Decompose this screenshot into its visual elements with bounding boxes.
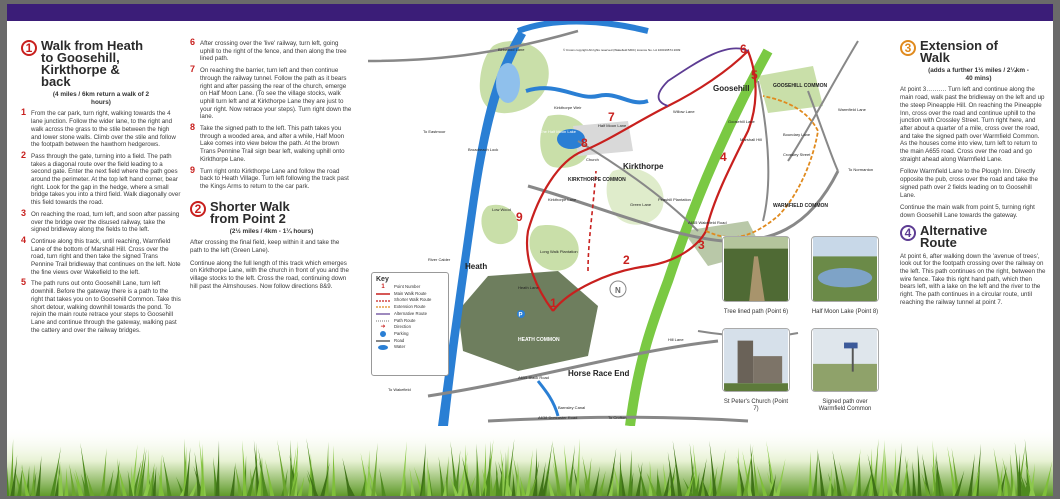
- key-item: [376, 284, 444, 291]
- step-text: Pass through the gate, turning into a field. The path takes a diagonal route over the field leading to a second gate. Enter the next field where the path goes around the perimeter. At the top left hand corner, bear right. Look for the gap in the hedge, where a small bridge takes you into a third field. Walk diagonally over this field towards the road.: [31, 152, 181, 207]
- key-item: [376, 331, 444, 338]
- main-walk-subtitle: (4 miles / 6km return a walk of 2 hours): [52, 91, 150, 106]
- alternative-heading: [900, 222, 1047, 250]
- step-number: 3: [21, 207, 27, 218]
- tree-lined-photo-image: [722, 236, 790, 302]
- label-heath: Heath: [465, 262, 488, 271]
- main-walk-title: Walk from Heath to Goosehill, Kirkthorpe & back: [41, 38, 144, 89]
- map-key: [371, 272, 449, 376]
- key-label: Path Route: [394, 317, 416, 323]
- road-line-icon: [376, 338, 390, 344]
- step-number: 7: [190, 64, 196, 75]
- label-boundary-lane: Boundary Lane: [783, 132, 811, 137]
- key-label: Main Walk Route: [394, 290, 427, 296]
- step-6: [190, 37, 353, 63]
- shorter-walk-heading: [190, 198, 353, 226]
- extension-title: Extension of Walk: [920, 38, 999, 65]
- paragraph: After crossing the final field, keep within it and take the path to the left (Green Lane).: [190, 239, 340, 255]
- step-number: 9: [190, 164, 196, 175]
- shorter-walk-subtitle: (2½ miles / 4km - 1¼ hours): [229, 227, 314, 235]
- label-half-moon-lane: Half Moon Lane: [598, 123, 627, 128]
- key-item: [376, 344, 444, 351]
- label-horse-race-end: Horse Race End: [568, 369, 630, 378]
- key-item: [376, 291, 444, 298]
- label-willow-lane: Willow Lane: [673, 109, 695, 114]
- label-a638: A638 Doncaster Road: [538, 415, 578, 420]
- map-key-title: Key: [376, 276, 389, 283]
- step-text: On reaching the barrier, turn left and then continue through the railway tunnel. Follow the path as it bears right and after passing the rear of the church, emerge on Half Moon Lane. (To see the village stocks, walk uphill turn left and at Kirkthorpe Lane they are just to your right. Now retrace your steps). Turn right down the lane.: [200, 67, 352, 121]
- path-line-icon: [376, 318, 390, 324]
- label-kirkthorpe-weir: Kirkthorpe Weir: [554, 105, 582, 110]
- svg-text:P: P: [518, 312, 523, 319]
- step-5: [21, 277, 181, 334]
- key-label: Direction: [394, 324, 411, 330]
- section-number-badge: 3: [900, 40, 916, 56]
- step-number: 8: [190, 122, 196, 133]
- extension-heading: [900, 40, 1047, 64]
- label-birkwood-lane: Birkwood Lane: [498, 47, 525, 52]
- photo-church: [722, 328, 790, 413]
- paragraph: At point 6, after walking down the 'avenue of trees', look out for the footpath crossing over the railway on the left. This path continues on the right, between the wire fence. Take this right hand path, which then bears left, with a lake on the left and the river to the right. The path continues in a circular route, until reaching the railway tunnel at point 7.: [900, 252, 1046, 306]
- photo-caption: Half Moon Lake (Point 8): [811, 309, 879, 315]
- label-kirkthorpe: Kirkthorpe: [623, 162, 664, 171]
- label-heath-lane: Heath Lane: [518, 285, 539, 290]
- point-9: 9: [516, 210, 523, 224]
- label-river-calder: River Calder: [428, 257, 451, 262]
- step-number: 1: [21, 107, 27, 118]
- label-to-wakefield: To Wakefield: [388, 387, 411, 392]
- key-item: [376, 318, 444, 325]
- section-number-badge: 1: [21, 40, 37, 56]
- label-goosehill-lane: Goosehill Lane: [728, 119, 755, 124]
- main-walk-line-icon: [376, 291, 390, 297]
- label-half-moon-lake: The Half Moon Lake: [540, 129, 577, 134]
- map-copyright: © Crown copyright All rights reserved (Wakefield MDC) Licence No. LA 100019574 2009: [563, 48, 681, 52]
- alternative-line-icon: [376, 311, 390, 317]
- label-church: Church: [586, 157, 599, 162]
- step-text: Continue along this track, until reaching, Warmfield Lane of the bottom of Marshall Hill. Cross over the road, turn right and then take the signed Trans Pennine Trail bridleway that continues on the left. Note the fine views over Wakefield to the left.: [31, 237, 181, 276]
- step-2: [21, 149, 181, 207]
- paragraph: Follow Warmfield Lane to the Plough Inn. Directly opposite the pub, cross over the road and take the signed path over 2 fields leading on to Goosehill Lane.: [900, 168, 1038, 199]
- photo-caption: St Peter's Church (Point 7): [723, 399, 789, 412]
- parking-key-icon: [376, 331, 390, 337]
- label-to-crofton: To Crofton: [608, 415, 627, 420]
- step-8: [190, 122, 353, 164]
- key-label: Road: [394, 337, 405, 343]
- point-7: 7: [608, 110, 615, 124]
- label-to-eastmoor: To Eastmoor: [423, 129, 446, 134]
- label-broadreach-lock: Broadreach Lock: [468, 147, 499, 152]
- label-kirkthorpe-lane: Kirkthorpe Lane: [548, 197, 577, 202]
- point-1: 1: [550, 296, 557, 310]
- grass-footer: [7, 426, 1053, 496]
- step-text: On reaching the road, turn left, and soon after passing over the bridge over the disused railway, take the signed bridleway along the fields to the left.: [31, 210, 180, 234]
- half-moon-photo-image: [811, 236, 879, 302]
- water-swatch-icon: [376, 345, 390, 351]
- label-heath-common: HEATH COMMON: [518, 337, 560, 343]
- label-low-wood: Low Wood: [492, 207, 511, 212]
- point-2: 2: [623, 253, 630, 267]
- main-walk-heading: [21, 40, 181, 88]
- step-text: After crossing over the 'live' railway, turn left, going uphill to the right of the fence, and then along the tree lined path.: [200, 40, 347, 63]
- step-1: [21, 107, 181, 149]
- section-number-badge: 2: [190, 201, 206, 217]
- extension-subtitle: (adds a further 1½ miles / 2¼km - 40 mins): [928, 67, 1029, 82]
- label-hill-lane: Hill Lane: [668, 337, 684, 342]
- key-label: Extension Route: [394, 304, 426, 310]
- key-label: Water: [394, 344, 406, 350]
- leaflet-sheet: [7, 4, 1053, 496]
- shorter-walk-line-icon: [376, 298, 390, 304]
- extension-line-icon: [376, 304, 390, 310]
- section-number-badge: 4: [900, 225, 916, 241]
- photo-half-moon: [811, 236, 879, 316]
- paragraph: At point 3………. Turn left and continue along the main road, walk past the bridleway on the left and up the steep Pineapple Hill. On reaching the Pineapple Inn, cross over the road and continue uphill to the junction with Crossley Street. Turn right here, and after about a quarter of a mile, cross over the road, and take the signed path over Warmfield Common. As the houses come into view, turn left to return to the main A655 road. Cross over the road and go straight ahead along Warmfield Lane.: [900, 86, 1045, 163]
- point-3: 3: [698, 238, 705, 252]
- step-number: 2: [21, 149, 27, 160]
- extension-column: [900, 40, 1047, 312]
- step-number: 4: [21, 234, 27, 245]
- step-9: [190, 164, 353, 191]
- point-number-icon: 1: [381, 284, 385, 290]
- step-7: [190, 64, 353, 121]
- label-goosehill-common: GOOSEHILL COMMON: [773, 83, 828, 89]
- direction-arrow-icon: ➜: [380, 324, 386, 331]
- lake: [496, 63, 520, 103]
- step-text: From the car park, turn right, walking towards the 4 lane junction. Follow the wider lane, to the right and walk across the grass to the stile between the high and lower stone walls. Climb over the stile and follow the footpath between the hawthorn hedgerows.: [31, 110, 176, 149]
- label-goosehill: Goosehill: [713, 84, 750, 93]
- label-warmfield-common: WARMFIELD COMMON: [773, 203, 828, 209]
- north-label: N: [615, 286, 621, 295]
- label-warmfield-lane: Warmfield Lane: [838, 107, 866, 112]
- key-item: [376, 311, 444, 318]
- key-item: [376, 304, 444, 311]
- step-number: 5: [21, 277, 27, 288]
- label-to-normanton: To Normanton: [848, 167, 874, 172]
- point-5: 5: [751, 68, 758, 82]
- header-bar: [7, 4, 1053, 21]
- label-kirkthorpe-common: KIRKTHORPE COMMON: [568, 177, 626, 183]
- point-4: 4: [720, 150, 727, 164]
- point-8: 8: [581, 136, 588, 150]
- key-label: Parking: [394, 330, 409, 336]
- step-4: [21, 234, 181, 277]
- label-crossley-street: Crossley Street: [783, 152, 811, 157]
- main-walk-column: [21, 40, 181, 338]
- label-a655-black-road: A655 Black Road: [518, 375, 549, 380]
- key-label: Alternative Route: [394, 310, 427, 316]
- label-green-lane: Green Lane: [630, 202, 652, 207]
- label-long-walk-plantation: Long Walk Plantation: [540, 249, 578, 254]
- signed-path-photo-image: [811, 328, 879, 392]
- key-item: [376, 338, 444, 345]
- key-item: [376, 297, 444, 304]
- step-text: Turn right onto Kirkthorpe Lane and follow the road back to Heath Village. Turn left following the track past the Kings Arms to return to the car park.: [200, 167, 349, 190]
- label-a655: A655 Wakefield Road: [688, 220, 727, 225]
- photo-signed-path: [811, 328, 879, 413]
- point-6: 6: [740, 42, 747, 56]
- directions-column: [190, 37, 353, 296]
- key-item: [376, 324, 444, 331]
- label-barnsley-canal: Barnsley Canal: [558, 405, 586, 410]
- alternative-title: Alternative Route: [920, 222, 988, 250]
- key-label: Shorter Walk Route: [394, 297, 432, 303]
- step-3: [21, 207, 181, 234]
- label-marshall-hill: Marshall Hill: [740, 137, 762, 142]
- step-text: Take the signed path to the left. This path takes you through a wooded area, and after a while, Half Moon Lake comes into view below the path. At the brown Trans Pennine Trail sign bear left, walking uphill onto Kirkthorpe Lane.: [200, 125, 345, 163]
- step-number: 6: [190, 37, 196, 47]
- paragraph: Continue the main walk from point 5, turning right down Goosehill Lane towards the gateway.: [900, 204, 1035, 219]
- photo-caption: Signed path over Warmfield Common: [818, 399, 872, 412]
- paragraph: Continue along the full length of this track which emerges on Kirkthorpe Lane, with the church in front of you and the village stocks to the left. Cross the road, continuing down hill past the Almshouses. Now follow directions 8&9.: [190, 259, 349, 290]
- label-peashill-plantation: Peashill Plantation: [658, 197, 691, 202]
- church-photo-image: [722, 328, 790, 392]
- step-text: The path runs out onto Goosehill Lane, turn left downhill. Before the gateway there is a path to the right that takes you on to Goosehill Common. Take this short detour, walking downhill towards the pond. To rejoin the main route retrace your steps to Goosehill Lane and continue through the gateway, walking past the cattery and over the railway bridges.: [31, 280, 181, 334]
- key-label: Point Number: [394, 284, 421, 289]
- photo-caption: Tree lined path (Point 6): [723, 309, 789, 315]
- shorter-walk-title: Shorter Walk from Point 2: [210, 198, 290, 226]
- photo-tree-lined: [722, 236, 790, 316]
